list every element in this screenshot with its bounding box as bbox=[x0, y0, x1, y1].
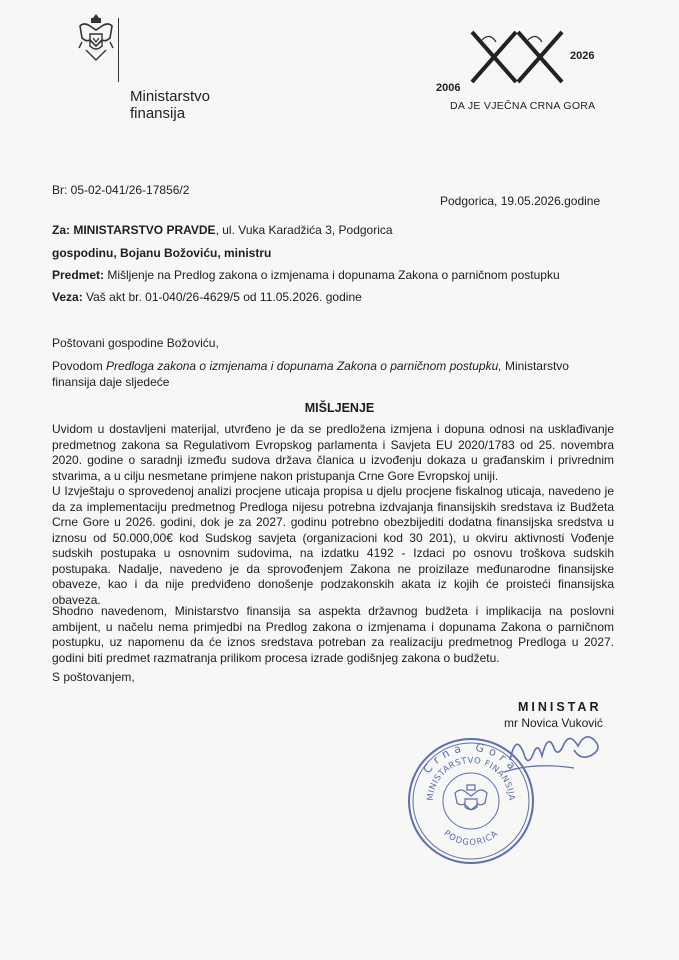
paragraph-1: Uvidom u dostavljeni materijal, utvrđeno je da se predložena izmjena i dopuna odnosi na usklađivanje predmetnog zakona sa Regulativom Evropskog parlamenta i Savjeta EU 2020/1783 od 25. novembra 2020. godine o saradnji između sudova država članica u izvođenju dokaza u građanskim i privrednim stvarima, a u cilju nesmetane primjene nakon pristupanja Crne Gore Evropskoj uniji. bbox=[52, 422, 614, 483]
reference-number: Br: 05-02-041/26-17856/2 bbox=[52, 183, 190, 197]
salutation: Poštovani gospodine Božoviću, bbox=[52, 336, 219, 350]
anniversary-year-end: 2026 bbox=[570, 50, 595, 62]
reference-link-line bbox=[52, 290, 362, 304]
link-text: Vaš akt br. 01-040/26-4629/5 od 11.05.2026. godine bbox=[82, 290, 362, 304]
opinion-heading: MIŠLJENJE bbox=[304, 401, 375, 415]
subject-label: Predmet: bbox=[52, 268, 105, 282]
subject-line bbox=[52, 268, 560, 282]
ministry-name bbox=[130, 88, 210, 122]
stamp-inner-text: MINISTARSTVO FINANSIJA bbox=[425, 755, 517, 802]
handwritten-signature bbox=[470, 720, 620, 790]
intro-before: Povodom bbox=[52, 359, 107, 373]
link-label: Veza: bbox=[52, 290, 83, 304]
stamp-outer-text: Crna Gora bbox=[420, 740, 522, 777]
intro-after: Ministarstvo finansija daje sljedeće bbox=[52, 359, 569, 389]
montenegro-crest-icon bbox=[76, 12, 116, 68]
stamp-city-text: PODGORICA bbox=[441, 828, 501, 849]
subject-text: Mišljenje na Predlog zakona o izmjenama i dopunama Zakona o parničnom postupku bbox=[104, 268, 560, 282]
anniversary-logo bbox=[418, 30, 608, 125]
ministry-name-line2: finansija bbox=[130, 105, 186, 122]
place-and-date: Podgorica, 19.05.2026.godine bbox=[440, 194, 601, 208]
logo-divider bbox=[118, 18, 119, 82]
recipient-institution-name: Za: MINISTARSTVO PRAVDE bbox=[52, 223, 216, 237]
intro-law-title: Predloga zakona o izmjenama i dopunama Zakona o parničnom postupku, bbox=[106, 359, 502, 373]
recipient-institution-address: , ul. Vuka Karadžića 3, Podgorica bbox=[215, 223, 393, 237]
anniversary-motto: DA JE VJEČNA CRNA GORA bbox=[450, 100, 596, 112]
recipient-person-name: gospodinu, Bojanu Božoviću, ministru bbox=[52, 246, 272, 260]
recipient-institution bbox=[52, 223, 393, 237]
svg-text:PODGORICA bbox=[441, 829, 500, 849]
closing: S poštovanjem, bbox=[52, 670, 135, 684]
minister-name: mr Novica Vuković bbox=[504, 716, 603, 730]
recipient-person bbox=[52, 246, 271, 260]
paragraph-2: U Izvještaju o sprovedenoj analizi procjene uticaja propisa u djelu procjene fiskalnog uticaja, navedeno je da za implementaciju predmetnog Predloga nijesu potrebna izdvajanja finansijskih sredstava iz Budžeta Crne Gore u 2026. godini, dok je za 2027. godinu potrebno obezbijediti dodatna finansijska sredstva u iznosu od 50.000,00€ kod Sudskog savjeta (organizacioni kod 30 201), u okviru aktivnosti Vođenje sudskih postupaka u osnovnim sudovima, na izdatku 4192 - Izdaci po osnovu troškova sudskih postupaka. Nadalje, navedeno je da sprovođenjem Zakona ne proizilaze međunarodne finansijske obaveze, kao i da nije predviđeno donošenje podzakonskih akata iz kojih će proisteći finansijska obaveza. bbox=[52, 484, 614, 607]
paragraph-3: Shodno navedenom, Ministarstvo finansija sa aspekta državnog budžeta i implikacija na poslovni ambijent, u načelu nema primjedbi na Predlog zakona o izmjenama i dopunama Zakona o parničnom postupku, uz napomenu da će iznos sredstava potreban za realizaciju predmetnog Predloga u 2027. godini biti predmet razmatranja prilikom procesa izrade godišnjeg zakona o budžetu. bbox=[52, 604, 614, 665]
xx-emblem-icon bbox=[458, 30, 578, 102]
anniversary-year-start: 2006 bbox=[436, 82, 461, 94]
ministry-logo bbox=[66, 12, 211, 122]
intro-paragraph bbox=[52, 358, 612, 390]
minister-title: MINISTAR bbox=[518, 700, 602, 714]
ministry-name-line1: Ministarstvo bbox=[130, 88, 211, 105]
